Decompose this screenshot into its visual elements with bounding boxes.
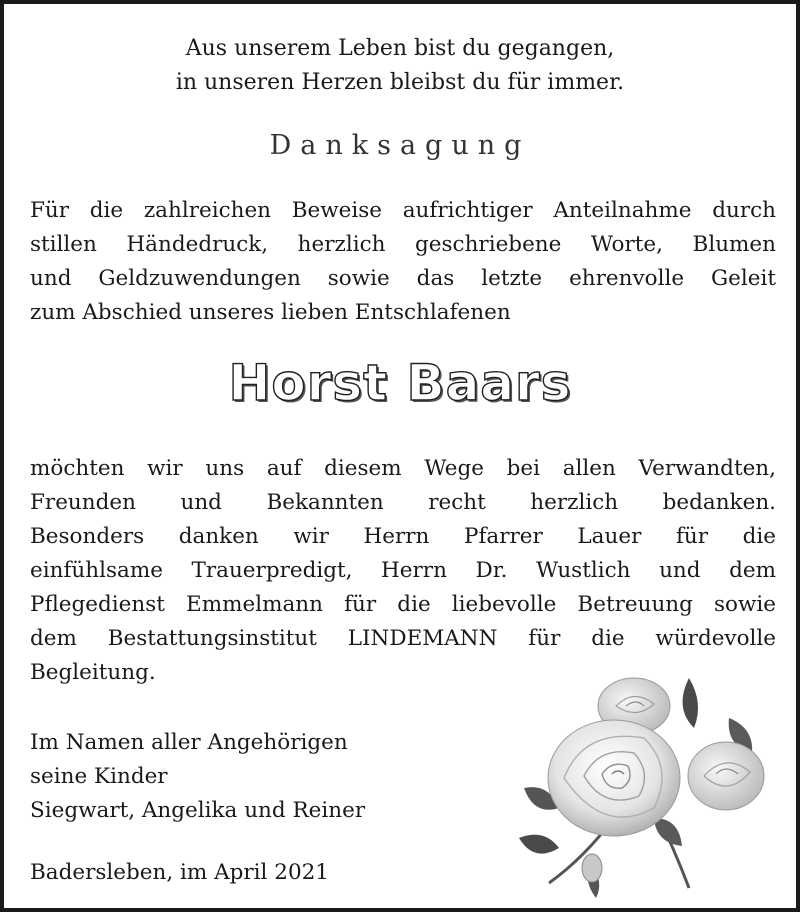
intro-line: stillen Händedruck, herzlich geschriebene Worte, Blumen xyxy=(30,232,776,257)
thanks-line: Besonders danken wir Herrn Pfarrer Lauer für die xyxy=(30,524,776,549)
intro-line: Für die zahlreichen Beweise aufrichtiger Anteilnahme durch xyxy=(30,198,776,223)
signature-line-1: Im Namen aller Angehörigen xyxy=(30,730,348,755)
thanks-line: möchten wir uns auf diesem Wege bei allen Verwandten, xyxy=(30,456,776,481)
intro-line: zum Abschied unseres lieben Entschlafenen xyxy=(30,300,511,325)
thanks-paragraph xyxy=(30,452,776,690)
motto-line-1: Aus unserem Leben bist du gegangen, xyxy=(185,36,615,61)
intro-paragraph xyxy=(30,194,776,330)
thanks-line: Begleitung. xyxy=(30,660,156,685)
intro-line: und Geldzuwendungen sowie das letzte ehrenvolle Geleit xyxy=(30,266,776,291)
thanks-line: einfühlsame Trauerpredigt, Herrn Dr. Wustlich und dem xyxy=(30,558,776,583)
danksagung-heading: Danksagung xyxy=(269,130,531,161)
thanks-line: Freunden und Bekannten recht herzlich bedanken. xyxy=(30,490,776,515)
signature-block xyxy=(30,726,365,828)
signature-line-2: seine Kinder xyxy=(30,764,168,789)
roses-illustration xyxy=(504,668,774,898)
place-date: Badersleben, im April 2021 xyxy=(30,860,329,885)
signature-line-3: Siegwart, Angelika und Reiner xyxy=(30,798,366,823)
deceased-name: Horst Baars xyxy=(228,354,572,412)
motto xyxy=(4,32,796,100)
thanks-line: dem Bestattungsinstitut LINDEMANN für die würdevolle xyxy=(30,626,776,651)
thanks-line: Pflegedienst Emmelmann für die liebevolle Betreuung sowie xyxy=(30,592,776,617)
motto-line-2: in unseren Herzen bleibst du für immer. xyxy=(175,70,625,95)
